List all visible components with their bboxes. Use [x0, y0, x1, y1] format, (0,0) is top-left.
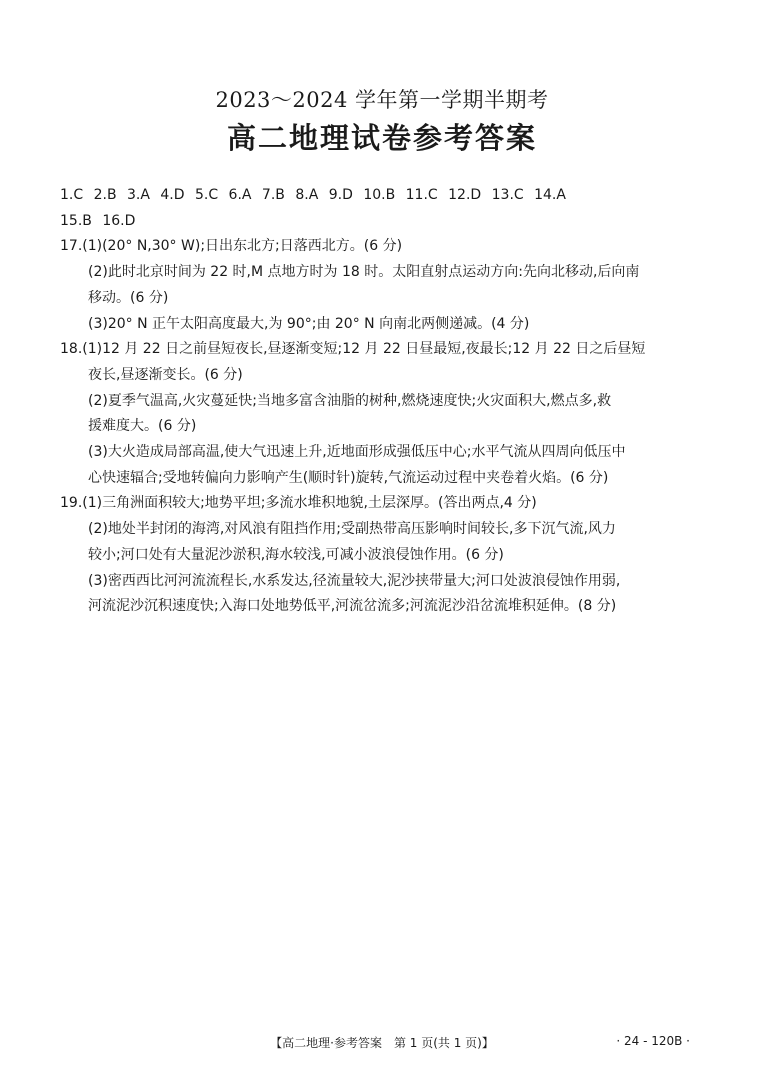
q17-part1: 17.(1)(20° N,30° W);日出东北方;日落西北方。(6 分): [60, 238, 403, 255]
q18-part2-line2: 援难度大。(6 分): [88, 418, 197, 435]
q18-part1-line1: 18.(1)12 月 22 日之前昼短夜长,昼逐渐变短;12 月 22 日昼最短,夜最长;12 月 22 日之后昼短: [60, 341, 646, 358]
choice-answers-line-2: 15.B 16.D: [60, 212, 136, 229]
q19-part1: 19.(1)三角洲面积较大;地势平坦;多流水堆积地貌,土层深厚。(答出两点,4 分): [60, 495, 537, 512]
q18-part3-line2: 心快速辐合;受地转偏向力影响产生(顺时针)旋转,气流运动过程中夹卷着火焰。(6 分): [88, 469, 609, 486]
q19-part3-line2: 河流泥沙沉积速度快;入海口处地势低平,河流岔流多;河流泥沙沿岔流堆积延伸。(8 分): [88, 598, 617, 615]
q18-part2-line1: (2)夏季气温高,火灾蔓延快;当地多富含油脂的树种,燃烧速度快;火灾面积大,燃点多,救: [88, 392, 612, 409]
q19-part2-line1: (2)地处半封闭的海湾,对风浪有阻挡作用;受副热带高压影响时间较长,多下沉气流,风力: [88, 521, 616, 538]
q18-part1-line2: 夜长,昼逐渐变长。(6 分): [88, 366, 243, 383]
document-title: 高二地理试卷参考答案: [226, 121, 537, 155]
choice-answers-line-1: 1.C 2.B 3.A 4.D 5.C 6.A 7.B 8.A 9.D 10.B 11.C 12.D 13.C 14.A: [60, 187, 566, 203]
q17-part2-line2: 移动。(6 分): [88, 289, 169, 306]
document-code: · 24 - 120B ·: [616, 1034, 690, 1048]
answer-content: [60, 183, 720, 620]
page-footer: 【高二地理·参考答案 第 1 页(共 1 页)】: [270, 1036, 494, 1050]
q17-part3: (3)20° N 正午太阳高度最大,为 90°;由 20° N 向南北两侧递减。(4 分): [88, 315, 530, 332]
q18-part3-line1: (3)大火造成局部高温,使大气迅速上升,近地面形成强低压中心;水平气流从四周向低压中: [88, 444, 626, 461]
q19-part2-line2: 较小;河口处有大量泥沙淤积,海水较浅,可减小波浪侵蚀作用。(6 分): [88, 546, 504, 563]
exam-title: 2023～2024 学年第一学期半期考: [215, 88, 549, 112]
q19-part3-line1: (3)密西西比河河流流程长,水系发达,径流量较大,泥沙挟带量大;河口处波浪侵蚀作用弱,: [88, 572, 621, 589]
q17-part2-line1: (2)此时北京时间为 22 时,M 点地方时为 18 时。太阳直射点运动方向:先向北移动,后向南: [88, 264, 640, 281]
